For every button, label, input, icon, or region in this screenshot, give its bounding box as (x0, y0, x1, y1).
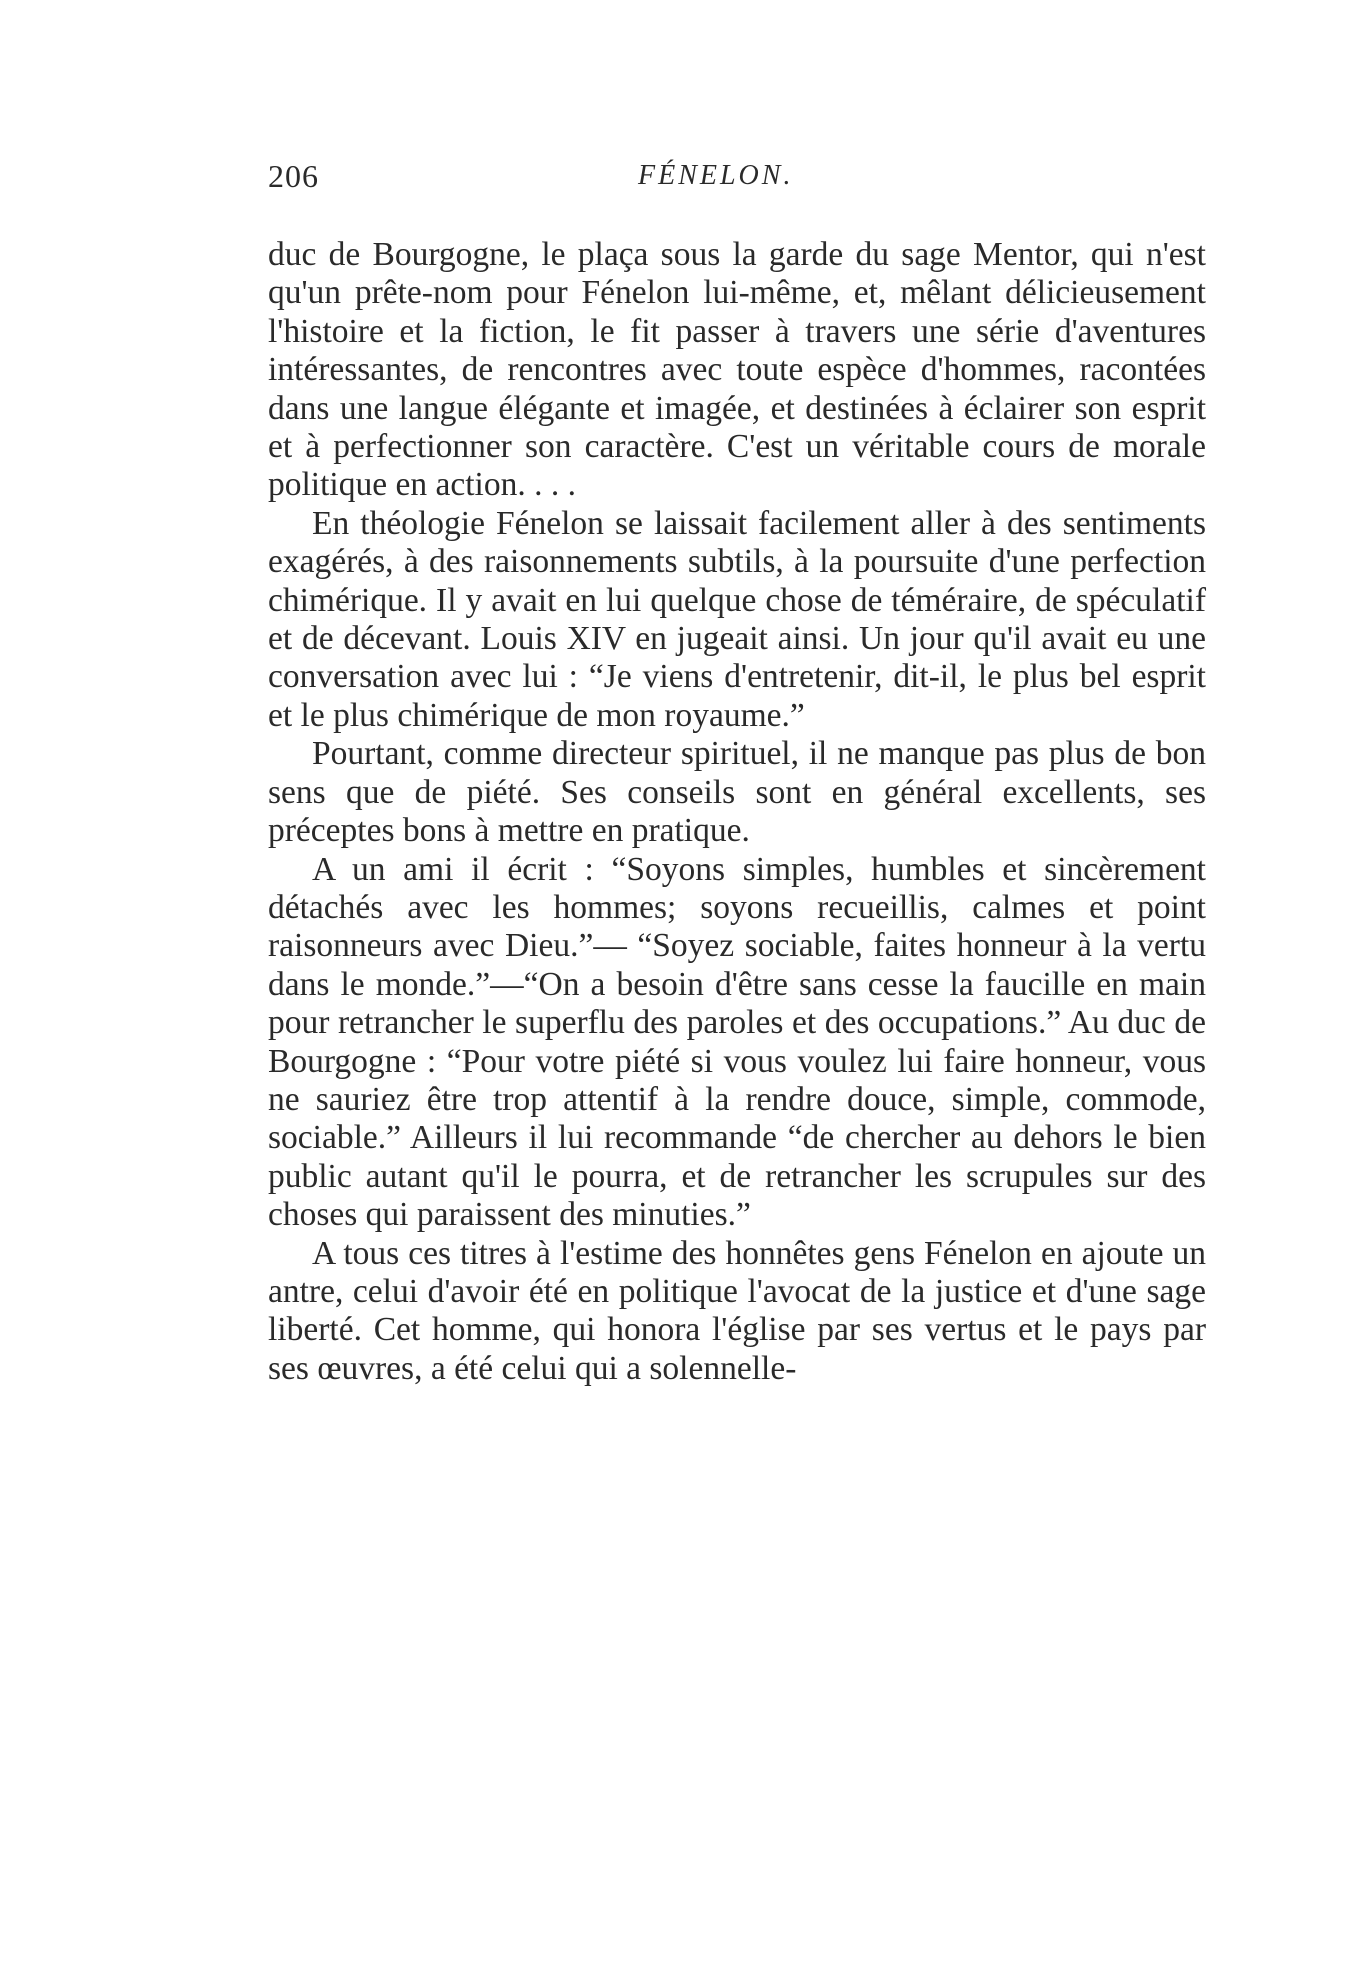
body-text (268, 236, 1206, 1388)
page-number: 206 (268, 158, 319, 194)
page-header (268, 158, 1206, 206)
running-title: FÉNELON. (638, 160, 794, 191)
paragraph: Pourtant, comme directeur spirituel, il ne manque pas plus de bon sens que de piété. Ses conseils sont en général excellents, ses préceptes bons à mettre en pratique. (268, 735, 1206, 850)
paragraph: A un ami il écrit : “Soyons simples, humbles et sincèrement détachés avec les hommes; soyons recueillis, calmes et point raisonneurs avec Dieu.”— “Soyez sociable, faites honneur à la vertu dans le monde.”—“On a besoin d'être sans cesse la faucille en main pour retrancher le superflu des paroles et des occupations.” Au duc de Bourgogne : “Pour votre piété si vous voulez lui faire honneur, vous ne sauriez être trop attentif à la rendre douce, simple, commode, sociable.” Ailleurs il lui recommande “de chercher au dehors le bien public autant qu'il le pourra, et de retrancher les scrupules sur des choses qui paraissent des minuties.” (268, 850, 1206, 1234)
paragraph: duc de Bourgogne, le plaça sous la garde du sage Mentor, qui n'est qu'un prête-nom pour Fénelon lui-même, et, mêlant délicieusement l'histoire et la fiction, le fit passer à travers une série d'aventures intéressantes, de rencontres avec toute espèce d'hommes, racontées dans une langue élégante et imagée, et destinées à éclairer son esprit et à perfectionner son caractère. C'est un véritable cours de morale politique en action. . . . (268, 236, 1206, 504)
paragraph: En théologie Fénelon se laissait facilement aller à des sentiments exagérés, à des raisonnements subtils, à la poursuite d'une perfection chimérique. Il y avait en lui quelque chose de téméraire, de spéculatif et de décevant. Louis XIV en jugeait ainsi. Un jour qu'il avait eu une conversation avec lui : “Je viens d'entretenir, dit-il, le plus bel esprit et le plus chimérique de mon royaume.” (268, 504, 1206, 734)
paragraph: A tous ces titres à l'estime des honnêtes gens Fénelon en ajoute un antre, celui d'avoir été en politique l'avocat de la justice et d'une sage liberté. Cet homme, qui honora l'église par ses vertus et le pays par ses œuvres, a été celui qui a solennelle- (268, 1234, 1206, 1387)
